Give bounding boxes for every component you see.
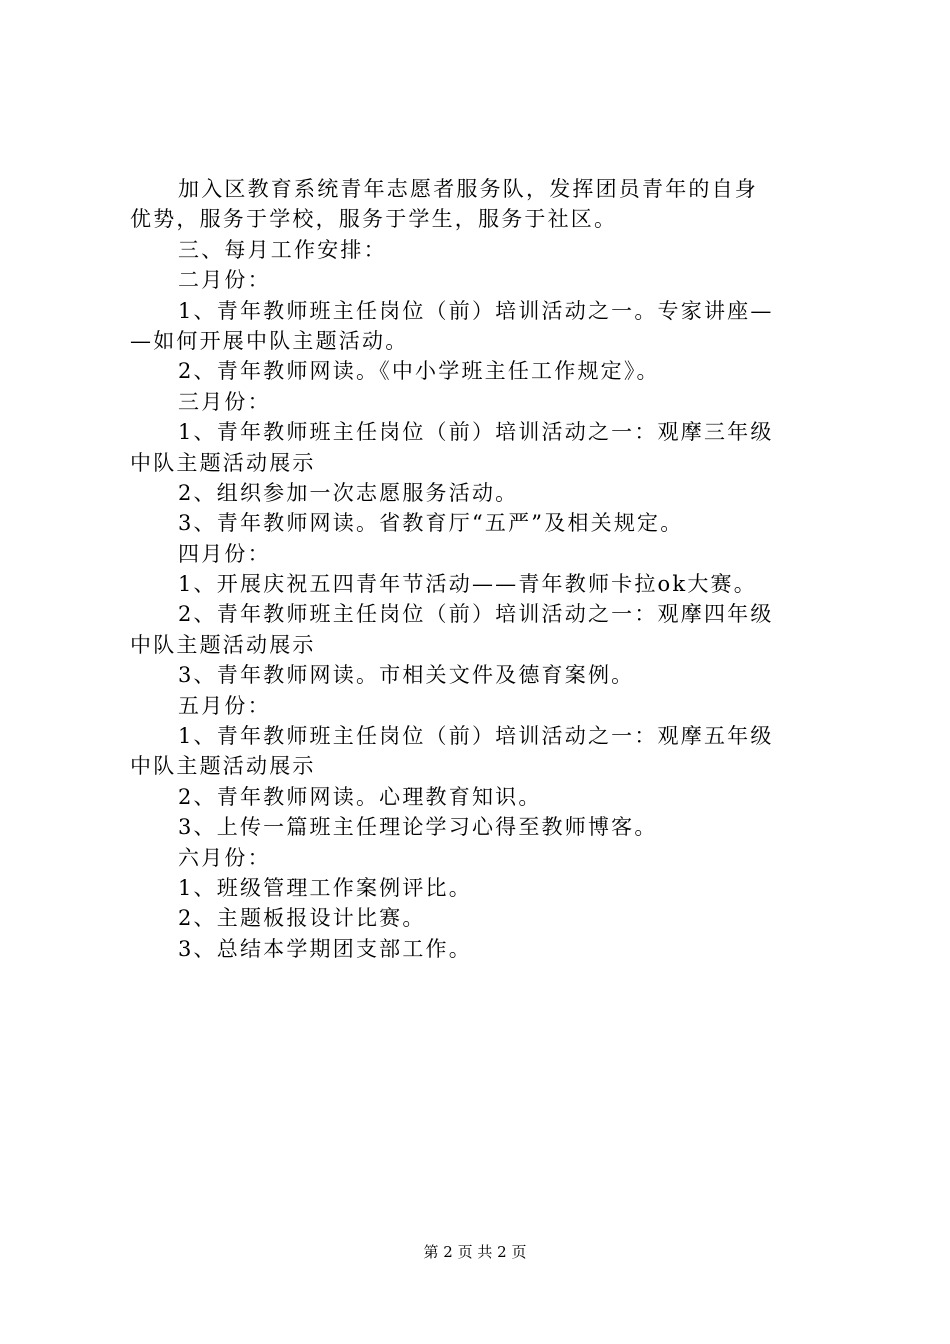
list-item: 2、主题板报设计比赛。 (178, 906, 426, 931)
text-line: 加入区教育系统青年志愿者服务队，发挥团员青年的自身 (178, 177, 758, 201)
text-line: 优势，服务于学校，服务于学生，服务于社区。 (130, 207, 618, 232)
list-item: 3、青年教师网读。市相关文件及德育案例。 (178, 663, 635, 688)
list-item: 1、开展庆祝五四青年节活动——青年教师卡拉ok大赛。 (178, 572, 757, 597)
page-number-footer: 第 2 页 共 2 页 (423, 1243, 527, 1261)
list-item: 3、总结本学期团支部工作。 (178, 936, 472, 961)
list-item-continuation: 中队主题活动展示 (130, 754, 316, 779)
month-heading: 四月份： (178, 541, 271, 566)
list-item: 1、青年教师班主任岗位（前）培训活动之一：观摩三年级 (178, 420, 774, 445)
list-item: 1、班级管理工作案例评比。 (178, 875, 472, 900)
list-item: 2、青年教师班主任岗位（前）培训活动之一：观摩四年级 (178, 602, 774, 627)
section-heading: 三、每月工作安排： (178, 237, 387, 262)
month-heading: 五月份： (178, 693, 271, 718)
list-item-continuation: 中队主题活动展示 (130, 450, 316, 475)
month-heading: 六月份： (178, 845, 271, 870)
list-item: 3、上传一篇班主任理论学习心得至教师博客。 (178, 815, 658, 840)
list-item-continuation: 中队主题活动展示 (130, 632, 316, 657)
list-item: 2、组织参加一次志愿服务活动。 (178, 480, 519, 505)
list-item: 1、青年教师班主任岗位（前）培训活动之一。专家讲座— (178, 298, 774, 323)
month-heading: 三月份： (178, 389, 271, 414)
list-item: 3、青年教师网读。省教育厅“五严”及相关规定。 (178, 511, 684, 536)
list-item: 2、青年教师网读。心理教育知识。 (178, 784, 542, 809)
list-item-continuation: —如何开展中队主题活动。 (130, 328, 409, 353)
month-heading: 二月份： (178, 268, 271, 293)
list-item: 2、青年教师网读。《中小学班主任工作规定》。 (178, 359, 660, 384)
document-body (130, 174, 830, 964)
list-item: 1、青年教师班主任岗位（前）培训活动之一：观摩五年级 (178, 724, 774, 749)
